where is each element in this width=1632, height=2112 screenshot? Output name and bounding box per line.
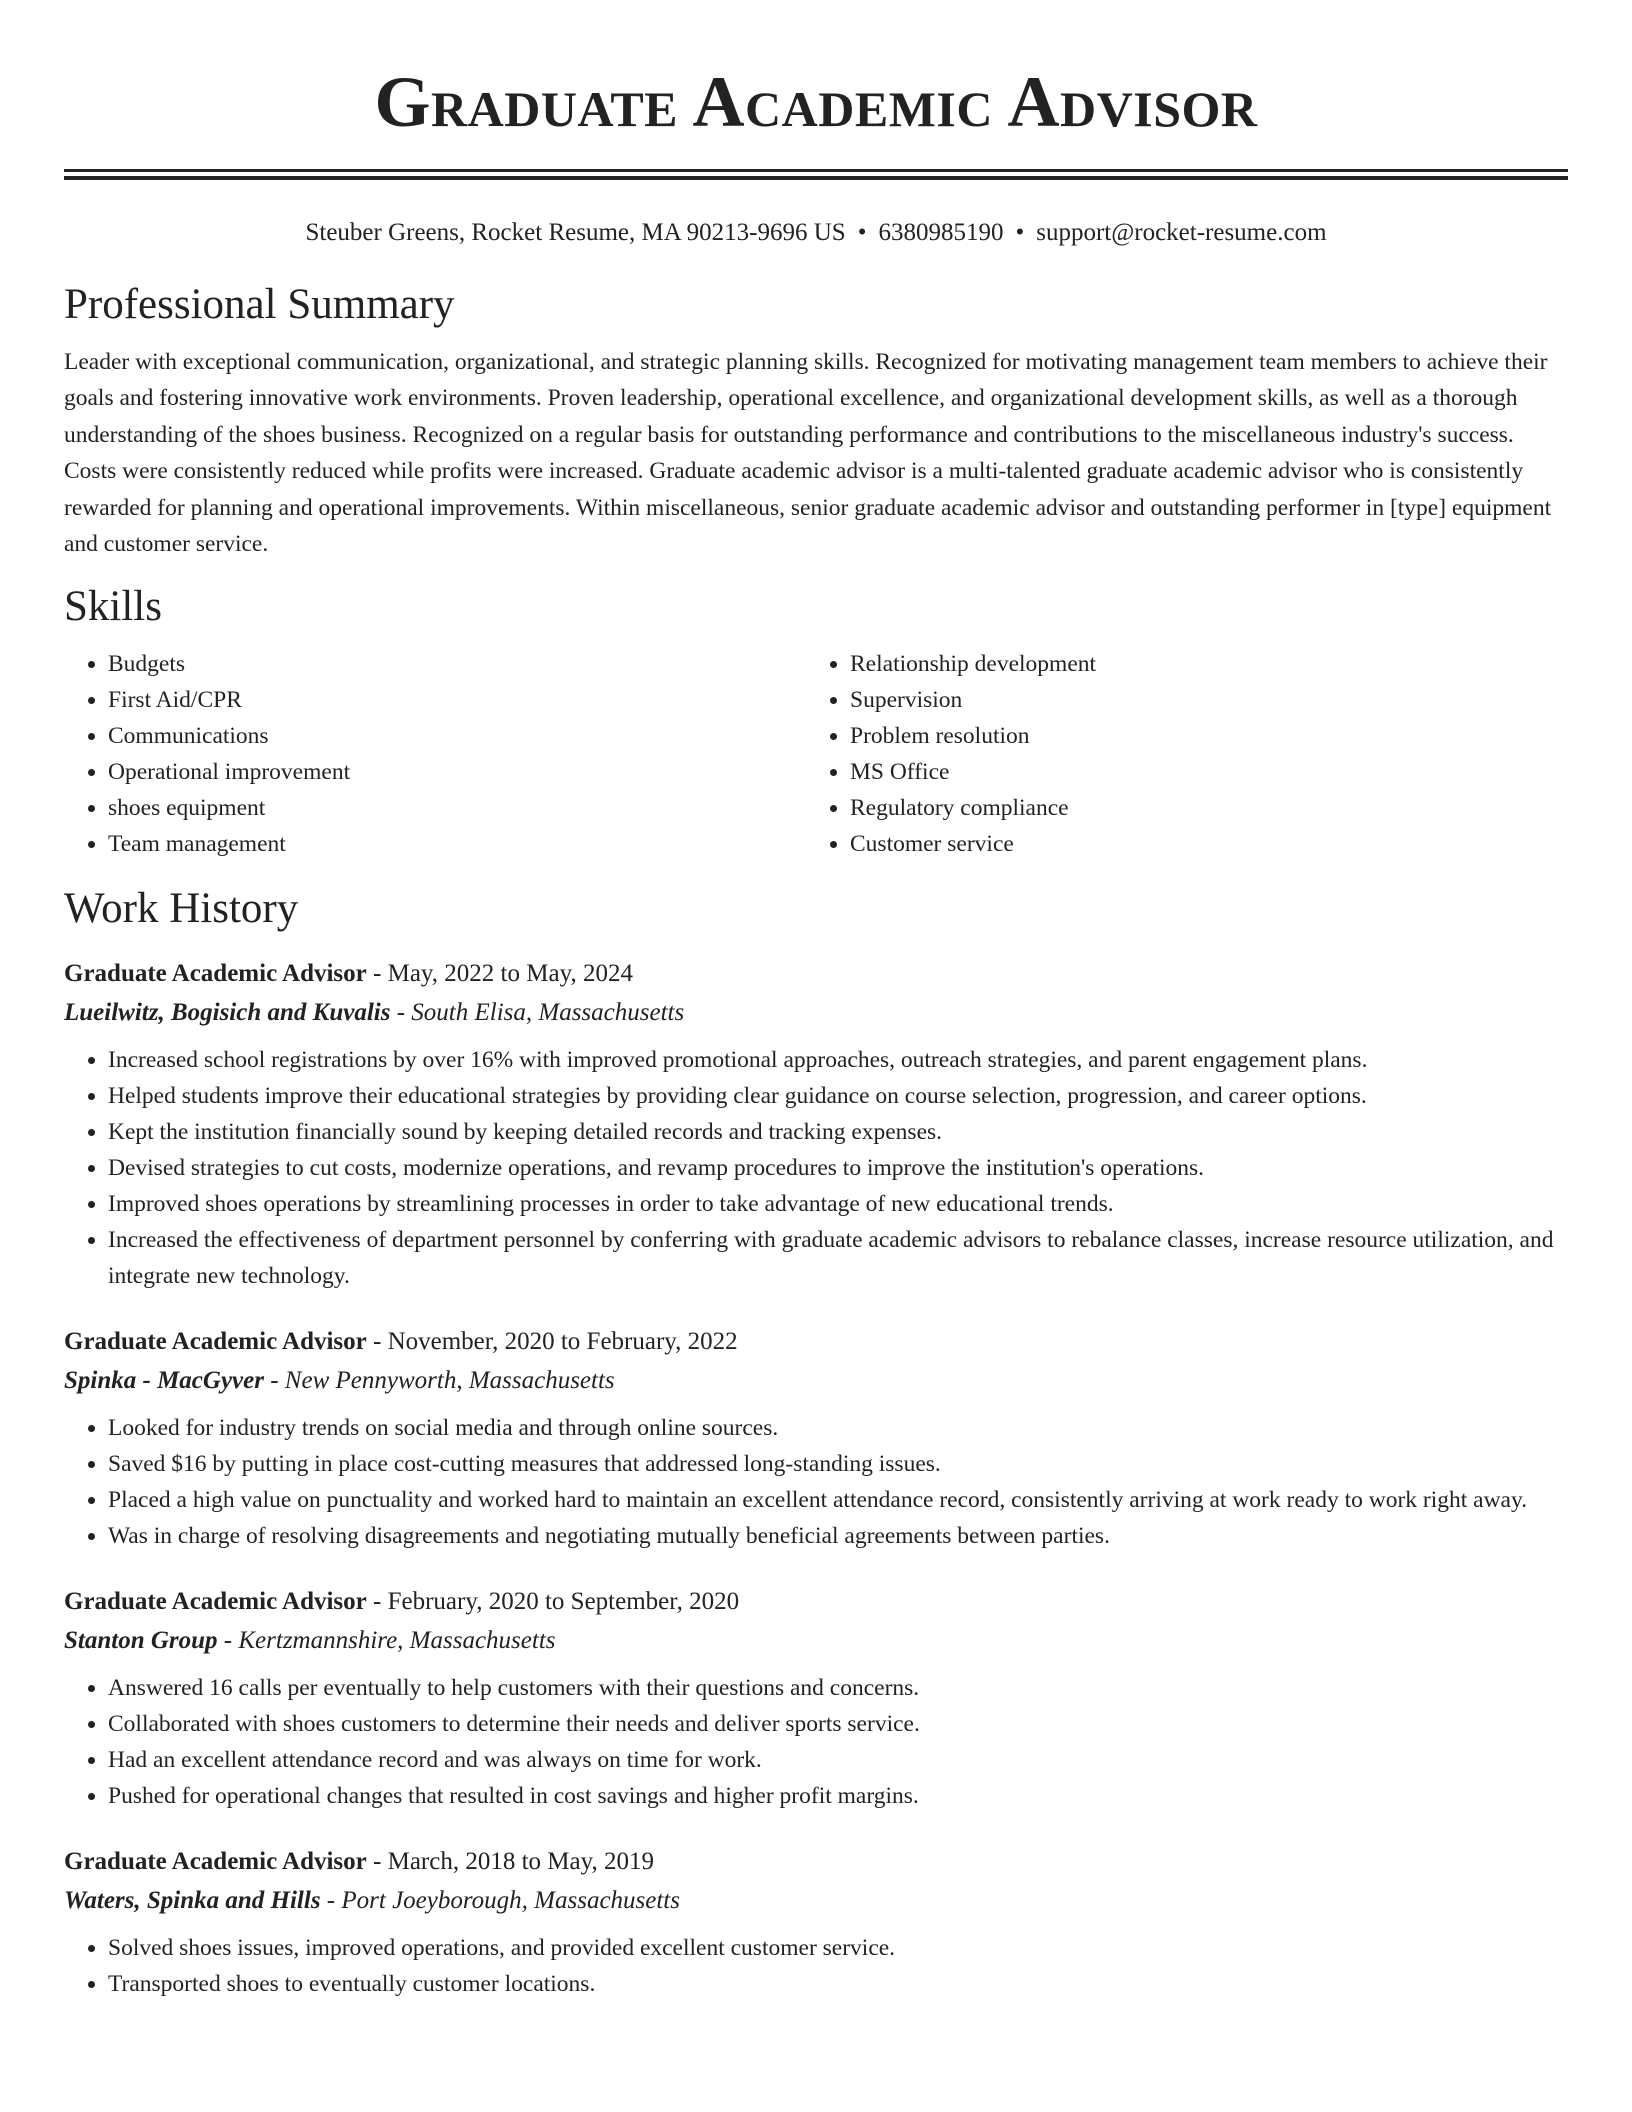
job-entry bbox=[64, 1582, 1568, 1814]
contact-separator: • bbox=[1015, 219, 1025, 246]
job-role: Graduate Academic Advisor bbox=[64, 1328, 367, 1356]
job-header bbox=[64, 954, 1568, 993]
skills-list-right bbox=[806, 646, 1548, 862]
job-bullet: • Helped students improve their educational strategies by providing clear guidance on course selection, progression, and career options. bbox=[108, 1078, 1568, 1114]
job-bullets bbox=[64, 1042, 1568, 1294]
job-entry bbox=[64, 954, 1568, 1294]
job-location: - Kertzmannshire, Massachusetts bbox=[217, 1627, 556, 1655]
job-employer bbox=[64, 1621, 1568, 1660]
job-dates: - November, 2020 to February, 2022 bbox=[366, 1328, 738, 1356]
job-bullet: • Collaborated with shoes customers to determine their needs and deliver sports service. bbox=[108, 1706, 1568, 1742]
contact-address: Steuber Greens, Rocket Resume, MA 90213-9696 US bbox=[305, 219, 846, 246]
job-entry bbox=[64, 1322, 1568, 1554]
skill-item: • Problem resolution bbox=[850, 718, 1548, 754]
job-bullet: • Devised strategies to cut costs, modernize operations, and revamp procedures to improve the institution's operations. bbox=[108, 1150, 1568, 1186]
job-employer bbox=[64, 1881, 1568, 1920]
skill-item: • MS Office bbox=[850, 754, 1548, 790]
job-bullet: • Kept the institution financially sound by keeping detailed records and tracking expenses. bbox=[108, 1114, 1568, 1150]
job-bullets bbox=[64, 1410, 1568, 1554]
job-bullets bbox=[64, 1670, 1568, 1814]
job-bullet: • Increased the effectiveness of department personnel by conferring with graduate academic advisors to rebalance classes, increase resource utilization, and integrate new technology. bbox=[108, 1222, 1568, 1294]
skills-list-left bbox=[64, 646, 806, 862]
skill-item: • Team management bbox=[108, 826, 806, 862]
job-bullet: • Was in charge of resolving disagreements and negotiating mutually beneficial agreements between parties. bbox=[108, 1518, 1568, 1554]
skill-item: • Customer service bbox=[850, 826, 1548, 862]
job-bullet: • Transported shoes to eventually customer locations. bbox=[108, 1966, 1568, 2002]
skills-heading: Skills bbox=[64, 583, 162, 631]
skill-item: • Budgets bbox=[108, 646, 806, 682]
job-bullet: • Saved $16 by putting in place cost-cutting measures that addressed long-standing issues. bbox=[108, 1446, 1568, 1482]
work-history-heading: Work History bbox=[64, 885, 299, 933]
contact-email: support@rocket-resume.com bbox=[1036, 219, 1327, 246]
contact-separator: • bbox=[857, 219, 867, 246]
job-location: - Port Joeyborough, Massachusetts bbox=[320, 1887, 680, 1915]
skill-item: • Operational improvement bbox=[108, 754, 806, 790]
job-role: Graduate Academic Advisor bbox=[64, 960, 367, 988]
job-company: Lueilwitz, Bogisich and Kuvalis bbox=[64, 999, 391, 1027]
skill-item: • Communications bbox=[108, 718, 806, 754]
job-location: - New Pennyworth, Massachusetts bbox=[263, 1367, 615, 1395]
skills-grid bbox=[64, 646, 1568, 862]
contact-line bbox=[64, 218, 1568, 248]
skill-item: • Supervision bbox=[850, 682, 1548, 718]
job-header bbox=[64, 1842, 1568, 1881]
job-dates: - May, 2022 to May, 2024 bbox=[366, 960, 633, 988]
job-employer bbox=[64, 993, 1568, 1032]
job-company: Stanton Group bbox=[64, 1627, 218, 1655]
job-header bbox=[64, 1322, 1568, 1361]
title-divider bbox=[64, 169, 1568, 180]
skill-item: • shoes equipment bbox=[108, 790, 806, 826]
job-dates: - March, 2018 to May, 2019 bbox=[366, 1848, 654, 1876]
job-role: Graduate Academic Advisor bbox=[64, 1588, 367, 1616]
job-header bbox=[64, 1582, 1568, 1621]
contact-phone: 6380985190 bbox=[878, 219, 1004, 246]
job-bullet: • Solved shoes issues, improved operations, and provided excellent customer service. bbox=[108, 1930, 1568, 1966]
job-bullet: • Answered 16 calls per eventually to help customers with their questions and concerns. bbox=[108, 1670, 1568, 1706]
skill-item: • Relationship development bbox=[850, 646, 1548, 682]
resume-title: Graduate Academic Advisor bbox=[374, 62, 1258, 142]
job-location: - South Elisa, Massachusetts bbox=[390, 999, 685, 1027]
skill-item: • First Aid/CPR bbox=[108, 682, 806, 718]
job-bullets bbox=[64, 1930, 1568, 2002]
job-bullet: • Placed a high value on punctuality and worked hard to maintain an excellent attendance record, consistently arriving at work ready to work right away. bbox=[108, 1482, 1568, 1518]
job-company: Waters, Spinka and Hills bbox=[64, 1887, 321, 1915]
summary-heading: Professional Summary bbox=[64, 281, 455, 328]
job-bullet: • Improved shoes operations by streamlining processes in order to take advantage of new educational trends. bbox=[108, 1186, 1568, 1222]
job-company: Spinka - MacGyver bbox=[64, 1367, 264, 1395]
skill-item: • Regulatory compliance bbox=[850, 790, 1548, 826]
job-dates: - February, 2020 to September, 2020 bbox=[366, 1588, 740, 1616]
job-role: Graduate Academic Advisor bbox=[64, 1848, 367, 1876]
job-bullet: • Had an excellent attendance record and was always on time for work. bbox=[108, 1742, 1568, 1778]
job-bullet: • Pushed for operational changes that resulted in cost savings and higher profit margins. bbox=[108, 1778, 1568, 1814]
job-employer bbox=[64, 1361, 1568, 1400]
summary-text: Leader with exceptional communication, organizational, and strategic planning skills. Recognized for motivating management team members to achieve their goals and fostering innovative work environments. Proven leadership, operational excellence, and organizational development skills, as well as a thorough understanding of the shoes business. Recognized on a regular basis for outstanding performance and contributions to the miscellaneous industry's success. Costs were consistently reduced while profits were increased. Graduate academic advisor is a multi-talented graduate academic advisor who is consistently rewarded for planning and operational improvements. Within miscellaneous, senior graduate academic advisor and outstanding performer in [type] equipment and customer service. bbox=[64, 349, 1552, 558]
job-bullet: • Increased school registrations by over 16% with improved promotional approaches, outreach strategies, and parent engagement plans. bbox=[108, 1042, 1568, 1078]
job-entry bbox=[64, 1842, 1568, 2002]
job-bullet: • Looked for industry trends on social media and through online sources. bbox=[108, 1410, 1568, 1446]
